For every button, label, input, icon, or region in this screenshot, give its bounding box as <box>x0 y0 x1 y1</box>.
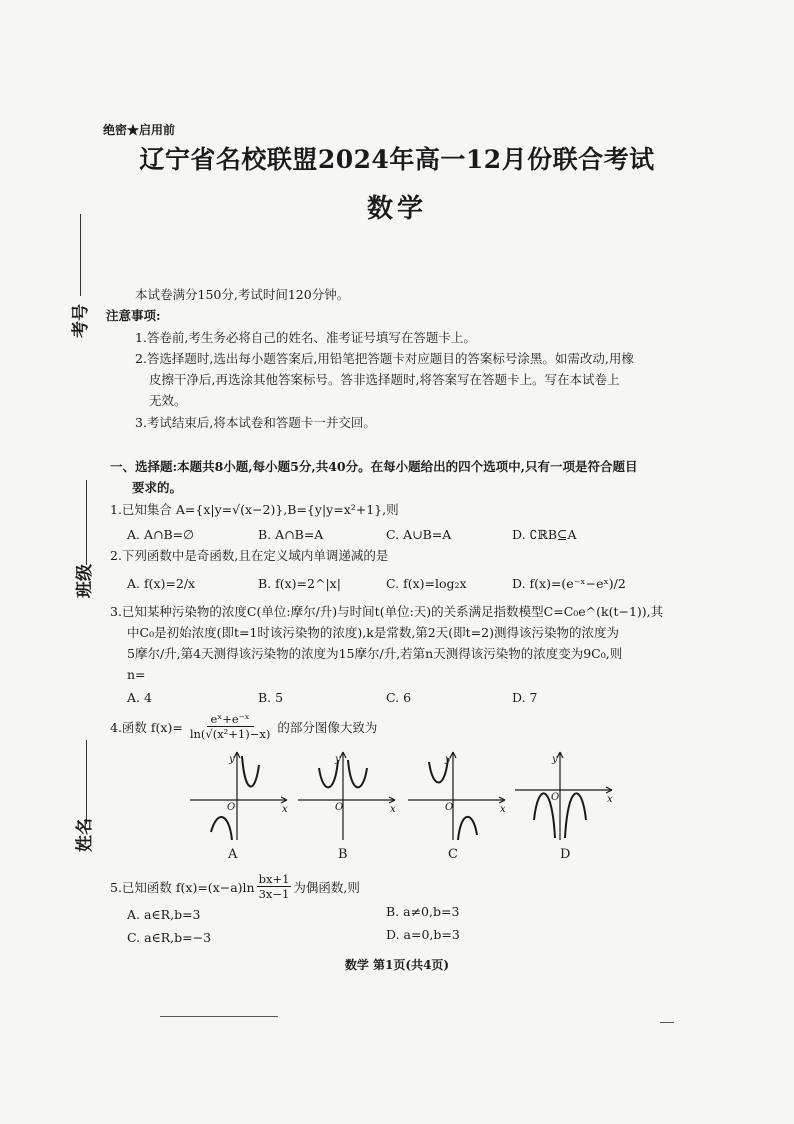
graph-a-x-label: x <box>282 804 288 815</box>
q4-fraction <box>186 712 275 741</box>
q4-stem-prefix: 4.函数 f(x)= <box>110 719 183 735</box>
class-label: 班级 <box>75 564 95 598</box>
bottom-rule-left <box>160 1016 278 1017</box>
q5-option-c: C. a∈R,b=−3 <box>127 930 212 945</box>
q1-option-b: B. A∩B=A <box>258 527 324 542</box>
graph-b-origin: O <box>335 802 344 813</box>
q1-option-d: D. ∁ℝB⊆A <box>512 527 577 542</box>
graph-d-y-label: y <box>552 754 558 765</box>
name-label: 姓名 <box>75 818 95 852</box>
subject-title: 数学 <box>366 194 427 224</box>
q5-stem <box>110 872 360 901</box>
graph-b <box>298 752 395 840</box>
graph-b-y-label: y <box>335 754 341 765</box>
class-line <box>86 480 87 565</box>
q5-denominator: 3x−1 <box>258 887 290 901</box>
q1-option-c: C. A∪B=A <box>386 527 452 542</box>
graph-d-x-label: x <box>607 794 613 805</box>
name-line <box>86 740 87 824</box>
q5-option-b: B. a≠0,b=3 <box>386 904 460 919</box>
exam-no-line <box>80 214 81 296</box>
q4-denominator: ln(√(x²+1)−x) <box>189 727 271 741</box>
graph-a-y-label: y <box>229 754 235 765</box>
q2-option-b: B. f(x)=2^|x| <box>258 576 341 591</box>
page-footer: 数学 第1页(共4页) <box>344 958 450 972</box>
q4-graphs <box>185 750 615 845</box>
notice-item-3: 3.考试结束后,将本试卷和答题卡一并交回。 <box>135 415 376 430</box>
q4-numerator: eˣ+e⁻ˣ <box>207 712 254 727</box>
q2-option-a: A. f(x)=2/x <box>127 576 196 591</box>
graph-c-x-label: x <box>500 804 506 815</box>
q2-stem: 2.下列函数中是奇函数,且在定义域内单调递减的是 <box>110 548 389 563</box>
notice-title: 注意事项: <box>106 308 161 323</box>
section-title-line2: 要求的。 <box>132 480 183 495</box>
q2-option-c: C. f(x)=log₂x <box>386 576 467 591</box>
q3-option-b: B. 5 <box>258 690 284 705</box>
graph-c-y-label: y <box>445 754 451 765</box>
q3-line-3: 5摩尔/升,第4天测得该污染物的浓度为15摩尔/升,若第n天测得该污染物的浓度变为9C₀,则 <box>127 646 623 661</box>
q4-stem <box>110 712 377 741</box>
q5-fraction <box>257 872 292 901</box>
q2-option-d: D. f(x)=(e⁻ˣ−eˣ)/2 <box>512 576 626 591</box>
graph-d <box>515 752 612 840</box>
notice-item-1: 1.答卷前,考生务必将自己的姓名、准考证号填写在答题卡上。 <box>135 330 476 345</box>
q1-stem: 1.已知集合 A={x|y=√(x−2)},B={y|y=x²+1},则 <box>110 502 399 517</box>
bottom-rule-right <box>660 1022 674 1023</box>
graph-label-b: B <box>338 847 348 862</box>
q3-line-4: n= <box>127 667 146 682</box>
q5-option-a: A. a∈R,b=3 <box>127 907 201 922</box>
q3-option-d: D. 7 <box>512 690 538 705</box>
graph-d-origin: O <box>551 792 560 803</box>
q3-line-1: 3.已知某种污染物的浓度C(单位:摩尔/升)与时间t(单位:天)的关系满足指数模型C=C₀e^(k(t−1)),其 <box>110 604 664 619</box>
q3-option-c: C. 6 <box>386 690 412 705</box>
graph-b-x-label: x <box>390 804 396 815</box>
q5-stem-prefix: 5.已知函数 f(x)=(x−a)ln <box>110 879 255 895</box>
graph-a-origin: O <box>227 802 236 813</box>
graph-c <box>408 752 505 840</box>
q1-option-a: A. A∩B=∅ <box>127 527 195 542</box>
q5-numerator: bx+1 <box>258 872 290 886</box>
q3-option-a: A. 4 <box>127 690 152 705</box>
notice-item-2-end: 无效。 <box>149 393 187 408</box>
q5-option-d: D. a=0,b=3 <box>386 927 460 942</box>
exam-title: 辽宁省名校联盟2024年高一12月份联合考试 <box>139 145 655 174</box>
notice-item-2-cont: 皮擦干净后,再选涂其他答案标号。答非选择题时,将答案写在答题卡上。写在本试卷上 <box>149 372 620 387</box>
graph-label-d: D <box>560 847 571 862</box>
graph-label-c: C <box>448 847 458 862</box>
graph-c-origin: O <box>445 802 454 813</box>
exam-no-label: 考号 <box>71 304 91 338</box>
q3-line-2: 中C₀是初始浓度(即t=1时该污染物的浓度),k是常数,第2天(即t=2)测得该污染物的浓度为 <box>127 625 619 640</box>
graph-a <box>190 752 287 840</box>
score-line: 本试卷满分150分,考试时间120分钟。 <box>135 287 350 302</box>
notice-item-2: 2.答选择题时,选出每小题答案后,用铅笔把答题卡对应题目的答案标号涂黑。如需改动,用橡 <box>135 351 634 366</box>
section-title-line1: 一、选择题:本题共8小题,每小题5分,共40分。在每小题给出的四个选项中,只有一项是符合题目 <box>110 459 638 474</box>
section-title <box>110 456 680 498</box>
q5-stem-suffix: 为偶函数,则 <box>293 879 360 895</box>
q4-stem-suffix: 的部分图像大致为 <box>277 719 378 735</box>
confidential-mark: 绝密★启用前 <box>103 123 176 137</box>
graph-label-a: A <box>228 847 238 862</box>
